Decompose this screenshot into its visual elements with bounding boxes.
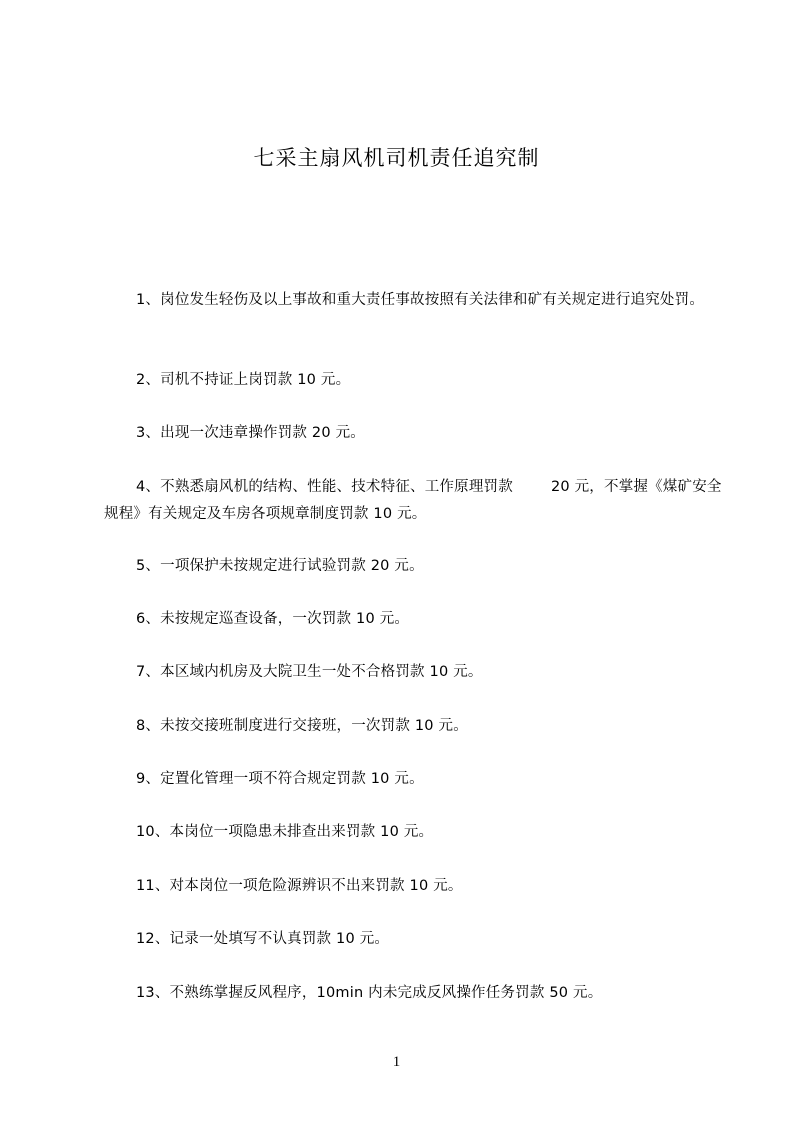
list-item <box>104 474 724 528</box>
list-item <box>104 553 724 580</box>
list-item <box>104 819 724 846</box>
list-item <box>104 659 724 686</box>
list-item <box>104 606 724 633</box>
list-item <box>104 287 724 314</box>
item-text: 8、未按交接班制度进行交接班，一次罚款 10 元。 <box>136 718 468 734</box>
list-item <box>104 873 724 900</box>
item-text: 9、定置化管理一项不符合规定罚款 10 元。 <box>136 771 424 787</box>
item-text: 11、对本岗位一项危险源辨识不出来罚款 10 元。 <box>136 878 463 894</box>
list-item <box>104 713 724 740</box>
list-item <box>104 926 724 953</box>
list-item <box>104 766 724 793</box>
item-text: 3、出现一次违章操作罚款 20 元。 <box>136 425 365 441</box>
item-text: 10、本岗位一项隐患未排查出来罚款 10 元。 <box>136 824 434 840</box>
item-text: 12、记录一处填写不认真罚款 10 元。 <box>136 931 390 947</box>
item-text: 13、不熟练掌握反风程序，10min 内未完成反风操作任务罚款 50 元。 <box>136 985 603 1001</box>
list-item <box>104 980 724 1007</box>
item-text: 7、本区域内机房及大院卫生一处不合格罚款 10 元。 <box>136 664 483 680</box>
item-text-continued: 20 元，不掌握《煤矿安全规程》有关规定及车房各项规章制度罚款 10 元。 <box>104 479 722 522</box>
page-number: 1 <box>392 1054 401 1070</box>
item-text: 6、未按规定巡查设备，一次罚款 10 元。 <box>136 611 410 627</box>
item-text: 4、不熟悉扇风机的结构、性能、技术特征、工作原理罚款 <box>136 479 513 495</box>
item-text: 2、司机不持证上岗罚款 10 元。 <box>136 372 351 388</box>
list-item <box>104 367 724 394</box>
document-title: 七采主扇风机司机责任追究制 <box>253 146 540 170</box>
item-text: 1、岗位发生轻伤及以上事故和重大责任事故按照有关法律和矿有关规定进行追究处罚。 <box>136 292 705 308</box>
list-item <box>104 420 724 447</box>
item-text: 5、一项保护未按规定进行试验罚款 20 元。 <box>136 558 424 574</box>
